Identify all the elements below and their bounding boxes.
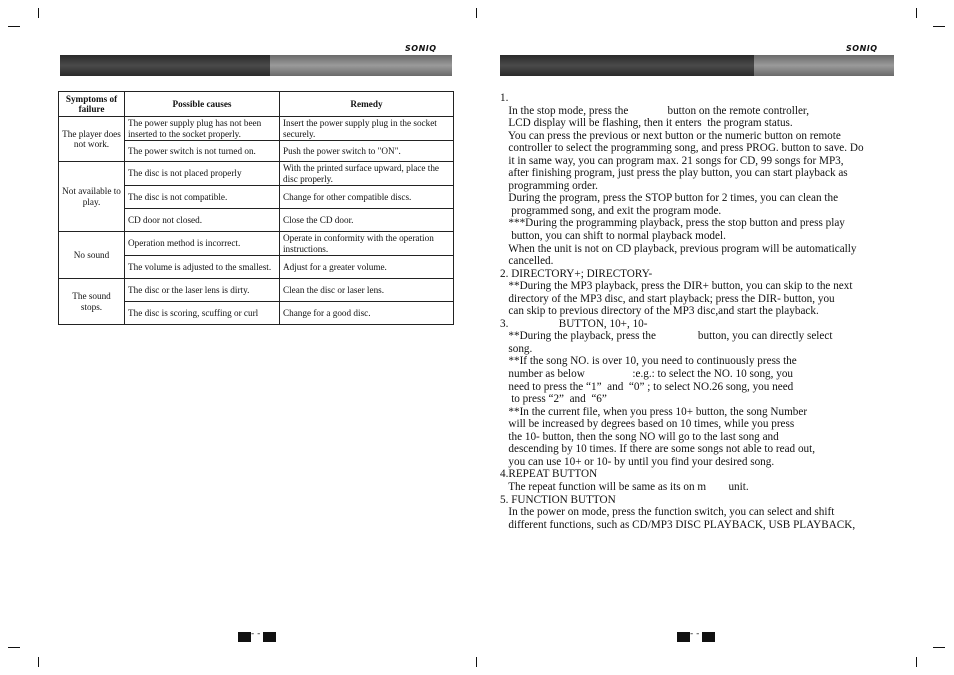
column-header: Remedy (280, 92, 454, 117)
crop-mark (916, 657, 917, 667)
cause-cell: CD door not closed. (125, 209, 280, 232)
text-line: the 10- button, then the song NO will go to the last song and (500, 430, 779, 443)
remedy-cell: Change for other compatible discs. (280, 186, 454, 209)
text-line: During the program, press the STOP button for 2 times, you can clean the (500, 192, 839, 205)
text-line: 5. FUNCTION BUTTON (500, 493, 616, 506)
symptom-cell: No sound (59, 232, 125, 279)
text-line: will be increased by degrees based on 10 times, while you press (500, 418, 795, 431)
remedy-cell: Insert the power supply plug in the socket securely. (280, 117, 454, 141)
header-band (270, 55, 452, 76)
text-line: The repeat function will be same as its on m unit. (500, 480, 749, 493)
cause-cell: Operation method is incorrect. (125, 232, 280, 256)
page-number-marker (677, 629, 715, 642)
cause-cell: The disc is scoring, scuffing or curl (125, 302, 280, 325)
text-line: controller to select the programming song, and press PROG. button to save. Do (500, 142, 864, 155)
crop-mark (476, 657, 477, 667)
remedy-cell: Adjust for a greater volume. (280, 256, 454, 279)
text-line: 3. BUTTON, 10+, 10- (500, 317, 648, 330)
remedy-cell: Push the power switch to "ON". (280, 141, 454, 162)
symptom-cell: Not available to play. (59, 162, 125, 232)
table-row (59, 279, 454, 302)
text-line: ***During the programming playback, press the stop button and press play (500, 217, 845, 230)
crop-mark (8, 26, 20, 27)
symptom-cell: The player does not work. (59, 117, 125, 162)
text-line: You can press the previous or next button or the numeric button on remote (500, 129, 841, 142)
remedy-cell: Close the CD door. (280, 209, 454, 232)
crop-mark (916, 8, 917, 18)
table-row (59, 162, 454, 186)
header-band (500, 55, 754, 76)
cause-cell: The power supply plug has not been inserted to the socket properly. (125, 117, 280, 141)
text-line: 2. DIRECTORY+; DIRECTORY- (500, 267, 653, 280)
symptom-cell: The sound stops. (59, 279, 125, 325)
text-line: after finishing program, just press the play button, you can start playback as (500, 167, 848, 180)
text-line: need to press the “1” and “0” ; to select NO.26 song, you need (500, 380, 794, 393)
text-line: **In the current file, when you press 10+ button, the song Number (500, 405, 808, 418)
crop-mark (38, 657, 39, 667)
remedy-cell: Change for a good disc. (280, 302, 454, 325)
table-header-row (59, 92, 454, 117)
text-line: to press “2” and “6” (500, 393, 607, 406)
text-line: 1. (500, 92, 509, 104)
text-line: In the power on mode, press the function switch, you can select and shift (500, 506, 835, 519)
cause-cell: The disc is not compatible. (125, 186, 280, 209)
text-line: In the stop mode, press the button on the remote controller, (500, 104, 810, 117)
header-band (60, 55, 270, 76)
text-line: When the unit is not on CD playback, previous program will be automatically (500, 242, 857, 255)
header-band (754, 55, 894, 76)
crop-mark (8, 647, 20, 648)
table-row (59, 117, 454, 141)
remedy-cell: Operate in conformity with the operation instructions. (280, 232, 454, 256)
brand-logo: SONIQ (846, 44, 878, 53)
crop-mark (933, 26, 945, 27)
troubleshooting-table (58, 91, 454, 325)
text-line: **During the MP3 playback, press the DIR+ button, you can skip to the next (500, 280, 853, 293)
crop-mark (933, 647, 945, 648)
remedy-cell: Clean the disc or laser lens. (280, 279, 454, 302)
brand-logo: SONIQ (405, 44, 437, 53)
text-line: **If the song NO. is over 10, you need to continuously press the (500, 355, 797, 368)
page-number-text: - - (690, 629, 700, 639)
text-line: programmed song, and exit the program mode. (500, 204, 722, 217)
text-line: it in same way, you can program max. 21 songs for CD, 99 songs for MP3, (500, 154, 844, 167)
text-line: can skip to previous directory of the MP3 disc,and start the playback. (500, 305, 819, 318)
text-line: directory of the MP3 disc, and start playback; press the DIR- button, you (500, 292, 835, 305)
page-number-text: - - (251, 629, 261, 639)
page-number-marker (238, 629, 276, 642)
text-line: button, you can shift to normal playback model. (500, 230, 726, 243)
cause-cell: The volume is adjusted to the smallest. (125, 256, 280, 279)
text-line: LCD display will be flashing, then it enters the program status. (500, 117, 793, 130)
cause-cell: The disc or the laser lens is dirty. (125, 279, 280, 302)
cause-cell: The power switch is not turned on. (125, 141, 280, 162)
table-row (59, 232, 454, 256)
text-line: descending by 10 times. If there are some songs not able to read out, (500, 443, 816, 456)
text-line: programming order. (500, 179, 598, 192)
text-line: you can use 10+ or 10- by until you find your desired song. (500, 455, 775, 468)
instructions-text (500, 92, 895, 531)
crop-mark (38, 8, 39, 18)
text-line: **During the playback, press the button, you can directly select (500, 330, 833, 343)
text-line: number as below :e.g.: to select the NO. 10 song, you (500, 368, 794, 381)
text-line: cancelled. (500, 255, 554, 268)
remedy-cell: With the printed surface upward, place the disc properly. (280, 162, 454, 186)
column-header: Possible causes (125, 92, 280, 117)
crop-mark (476, 8, 477, 18)
text-line: different functions, such as CD/MP3 DISC PLAYBACK, USB PLAYBACK, (500, 518, 856, 531)
text-line: 4.REPEAT BUTTON (500, 468, 598, 481)
text-line: song. (500, 342, 533, 355)
cause-cell: The disc is not placed properly (125, 162, 280, 186)
column-header: Symptoms of failure (59, 92, 125, 117)
